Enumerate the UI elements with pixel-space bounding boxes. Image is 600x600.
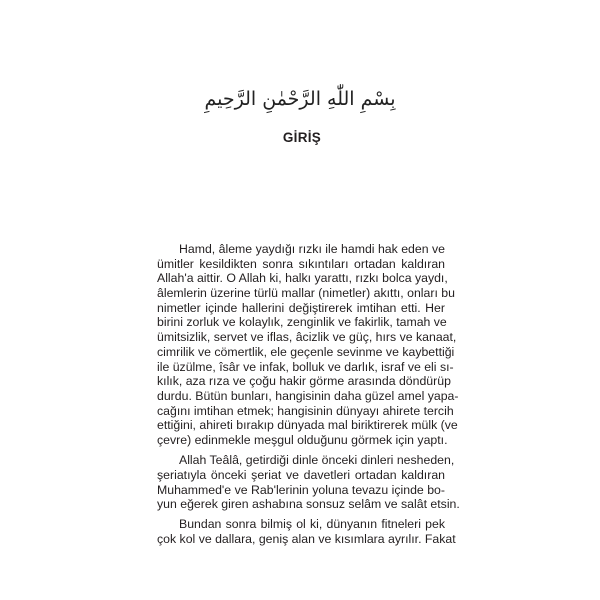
text-line: ümitsizlik, servet ve iflas, âcizlik ve güç, hırs ve kanaat,	[157, 330, 457, 345]
text-line: çevre) edinmekle meşgul olduğunu görmek için yaptı.	[157, 432, 448, 447]
text-line: nimetler içinde hallerini değiştirerek imtihan etti. Her	[157, 300, 445, 315]
text-line: cağını imtihan etmek; hangisinin dünyayı ahirete tercih	[157, 403, 454, 418]
text-line: Allah'a aittir. O Allah ki, halkı yarattı, rızkı bolca yaydı,	[157, 271, 448, 286]
text-line: birini zorluk ve kolaylık, zenginlik ve fakirlik, tamah ve	[157, 315, 447, 330]
text-line: Hamd, âleme yaydığı rızkı ile hamdi hak eden ve	[179, 242, 445, 256]
paragraph	[157, 453, 460, 512]
paragraph	[157, 242, 459, 448]
text-line: yun eğerek giren ashabına sonsuz selâm ve salât etsin.	[157, 497, 460, 512]
text-line: Allah Teâlâ, getirdiği dinle önceki dinleri nesheden,	[179, 453, 455, 468]
text-line: şeriatıyla önceki şeriat ve davetleri ortadan kaldıran	[157, 467, 445, 482]
text-line: âlemlerin üzerine türlü mallar (nimetler) akıttı, onları bu	[157, 286, 455, 301]
text-line: ettiğini, ahireti bırakıp dünyada mal biriktirerek mülk (ve	[157, 418, 458, 433]
text-line: Muhammed'e ve Rab'lerinin yoluna tevazu içinde bo-	[157, 482, 445, 497]
basmala-calligraphy: بِسْمِ اللّٰهِ الرَّحْمٰنِ الرَّحِيمِ	[204, 88, 396, 110]
text-line: kılık, aza rıza ve çoğu hakir görme arasında döndürüp	[157, 374, 451, 389]
body-text	[157, 242, 460, 552]
text-line: Bundan sonra bilmiş ol ki, dünyanın fitneleri pek	[179, 517, 445, 532]
text-line: cimrilik ve cömertlik, ele geçenle sevinme ve kaybettiği	[157, 344, 455, 359]
text-line: ümitler kesildikten sonra sıkıntıları ortadan kaldıran	[157, 256, 445, 271]
paragraph	[157, 517, 456, 547]
text-line: ile üzülme, îsâr ve infak, bolluk ve darlık, israf ve eli sı-	[157, 359, 454, 374]
text-line: durdu. Bütün bunları, hangisinin daha güzel amel yapa-	[157, 388, 459, 403]
text-line: çok kol ve dallara, geniş alan ve kısımlara ayrılır. Fakat	[157, 532, 456, 547]
chapter-title: GİRİŞ	[282, 130, 322, 145]
